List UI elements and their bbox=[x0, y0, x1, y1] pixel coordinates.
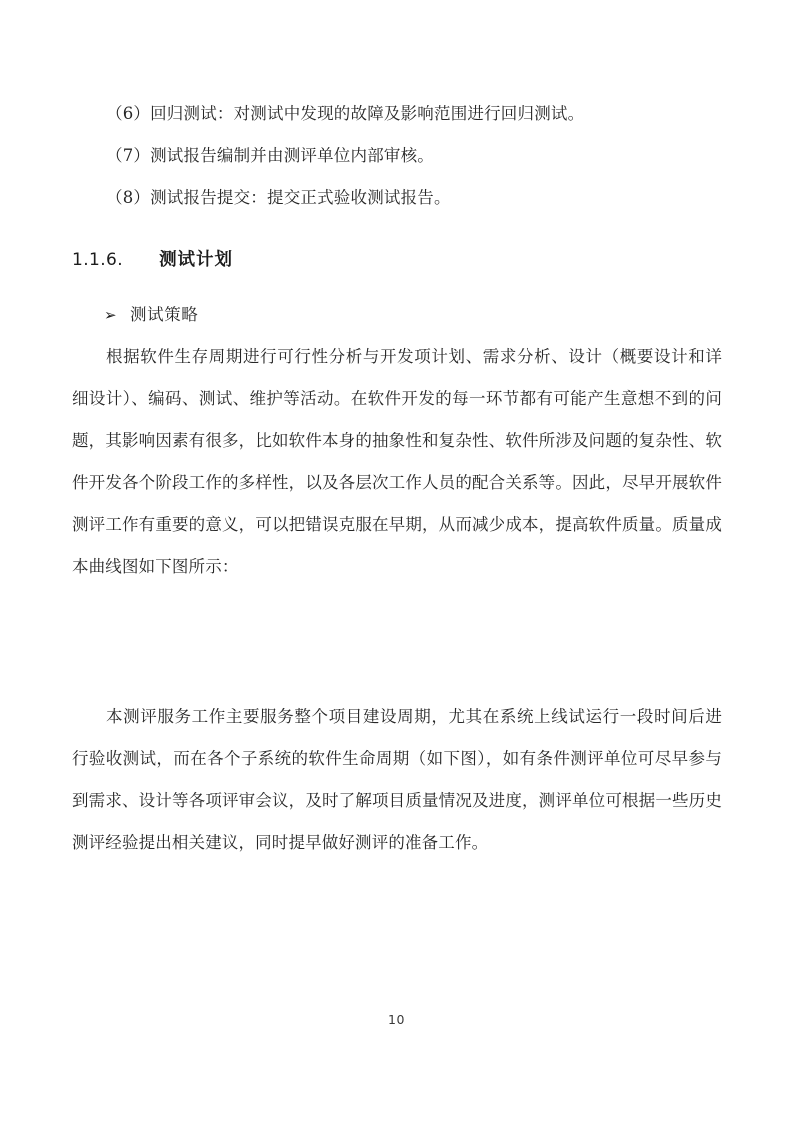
sub-heading-test-strategy bbox=[72, 301, 722, 325]
test-strategy-paragraph: 根据软件生存周期进行可行性分析与开发项计划、需求分析、设计（概要设计和详细设计）、编码、测试、维护等活动。在软件开发的每一环节都有可能产生意想不到的问题，其影响因素有很多，比如软件本身的抽象性和复杂性、软件所涉及问题的复杂性、软件开发各个阶段工作的多样性，以及各层次工作人员的配合关系等。因此，尽早开展软件测评工作有重要的意义，可以把错误克服在早期，从而减少成本，提高软件质量。质量成本曲线图如下图所示： bbox=[72, 347, 722, 576]
sub-heading-label: 测试策略 bbox=[130, 305, 199, 324]
list-item: （8）测试报告提交：提交正式验收测试报告。 bbox=[106, 188, 451, 207]
arrow-bullet-icon: ➢ bbox=[104, 306, 117, 324]
list-item: （6）回归测试：对测试中发现的故障及影响范围进行回归测试。 bbox=[106, 104, 585, 123]
service-scope-paragraph: 本测评服务工作主要服务整个项目建设周期，尤其在系统上线试运行一段时间后进行验收测试，而在各个子系统的软件生命周期（如下图），如有条件测评单位可尽早参与到需求、设计等各项评审会议，及时了解项目质量情况及进度，测评单位可根据一些历史测评经验提出相关建议，同时提早做好测评的准备工作。 bbox=[72, 707, 722, 852]
section-number: 1.1.6. bbox=[72, 250, 124, 270]
list-item: （7）测试报告编制并由测评单位内部审核。 bbox=[106, 146, 434, 165]
section-title: 测试计划 bbox=[159, 250, 234, 270]
numbered-step-list bbox=[72, 93, 722, 219]
page-number: 10 bbox=[388, 1012, 405, 1027]
quality-cost-curve-figure-placeholder bbox=[72, 588, 722, 696]
section-heading bbox=[72, 246, 722, 271]
page-content bbox=[72, 93, 722, 864]
